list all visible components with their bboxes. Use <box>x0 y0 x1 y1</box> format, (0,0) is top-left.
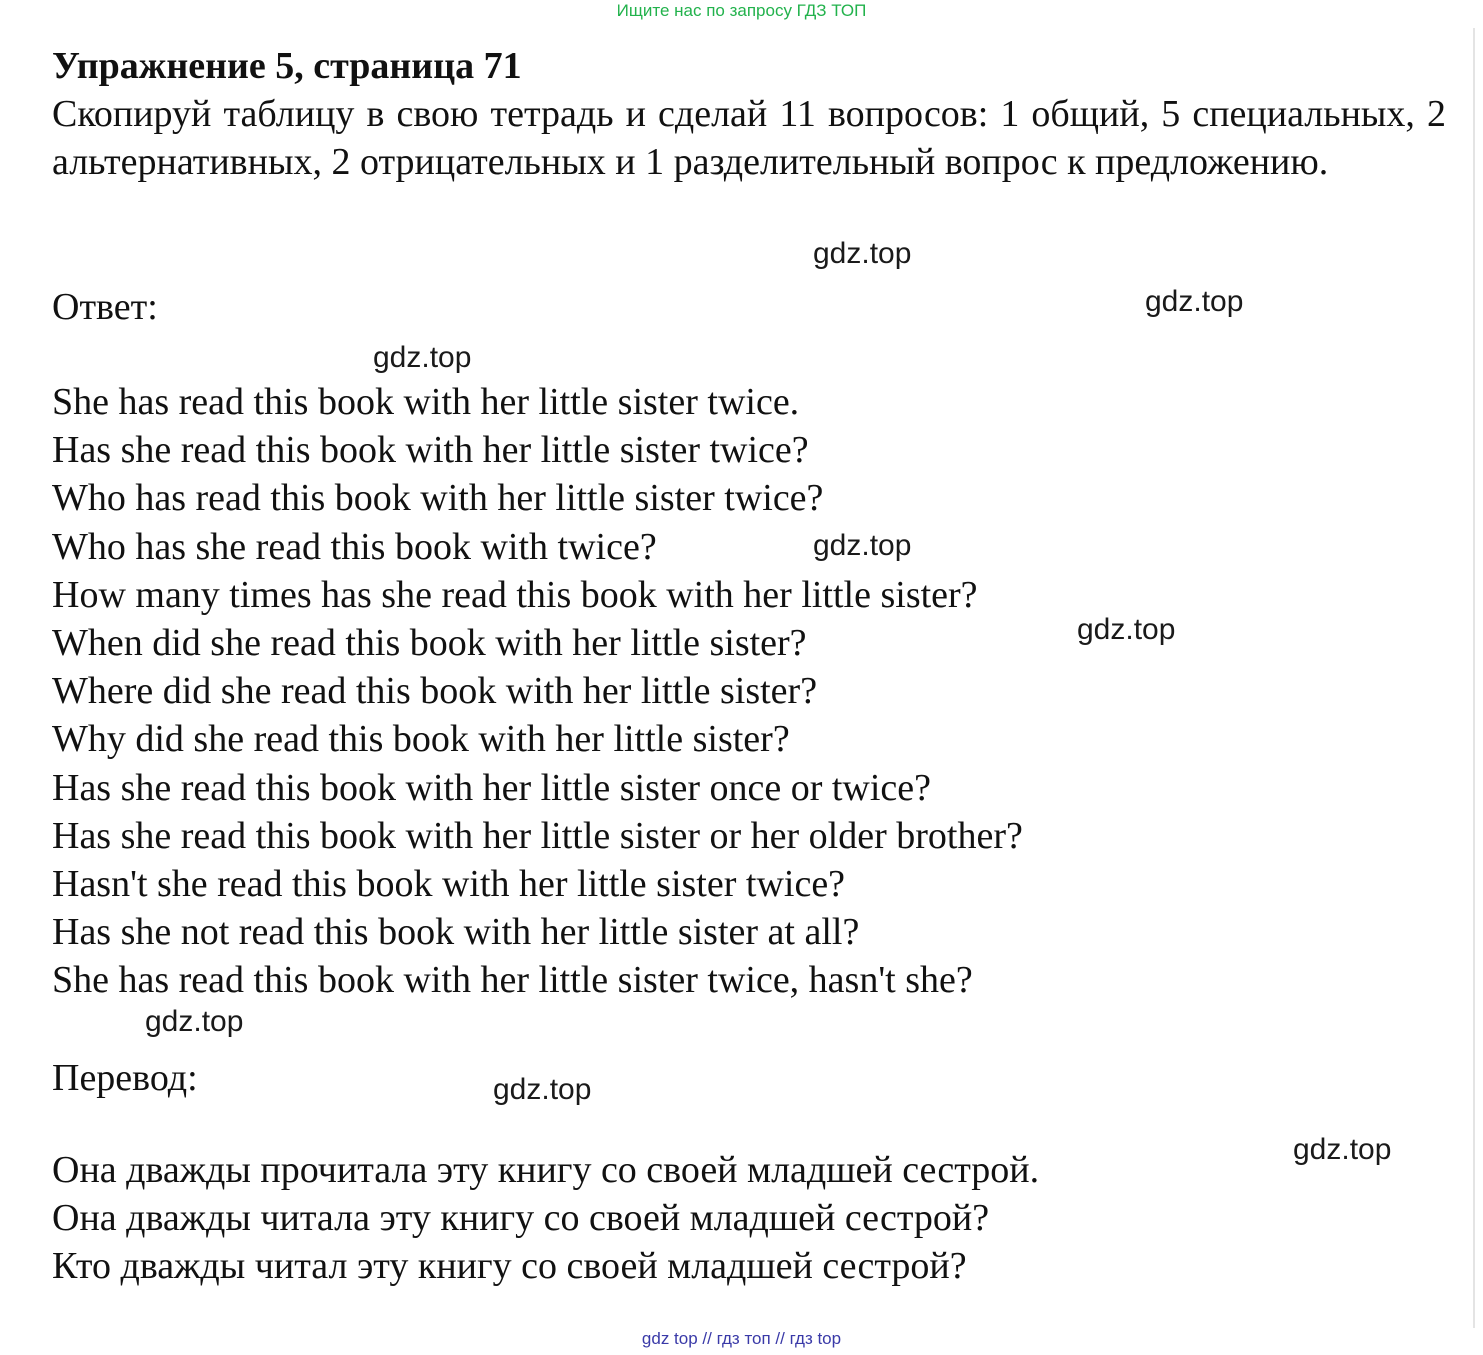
answer-line: Who has she read this book with twice? <box>52 525 657 568</box>
bottom-banner: gdz top // гдз топ // гдз top <box>641 1329 842 1348</box>
answer-line: She has read this book with her little sister twice. <box>52 381 800 423</box>
answer-line: Hasn't she read this book with her little sister twice? <box>52 863 846 906</box>
answer-line: Who has read this book with her little sister twice? <box>52 477 824 520</box>
watermark: gdz.top <box>1293 1133 1392 1166</box>
watermark: gdz.top <box>813 237 912 270</box>
answer-line: Has she not read this book with her little sister at all? <box>52 911 860 954</box>
answer-line: When did she read this book with her little sister? <box>52 622 807 665</box>
top-banner: Ищите нас по запросу ГДЗ ТОП <box>616 1 867 20</box>
translation-line: Она дважды прочитала эту книгу со своей младшей сестрой. <box>52 1149 1040 1191</box>
answer-list <box>52 378 1023 1005</box>
watermark: gdz.top <box>145 1005 244 1038</box>
watermark: gdz.top <box>1145 285 1244 318</box>
watermark: gdz.top <box>1077 613 1176 646</box>
answer-label: Ответ: <box>52 286 158 328</box>
translation-label: Перевод: <box>52 1057 198 1099</box>
page-edge-divider <box>1473 28 1475 1328</box>
answer-line: How many times has she read this book with her little sister? <box>52 573 978 616</box>
watermark: gdz.top <box>813 529 912 562</box>
translation-line: Она дважды читала эту книгу со своей младшей сестрой? <box>52 1197 990 1240</box>
exercise-title: Упражнение 5, страница 71 <box>52 45 522 87</box>
watermark: gdz.top <box>493 1073 592 1106</box>
answer-line: Why did she read this book with her little sister? <box>52 718 790 761</box>
answer-line: Has she read this book with her little sister once or twice? <box>52 766 932 809</box>
answer-line: Has she read this book with her little sister twice? <box>52 429 809 472</box>
translation-line: Кто дважды читал эту книгу со своей младшей сестрой? <box>52 1245 967 1288</box>
watermark: gdz.top <box>373 341 472 374</box>
answer-line: She has read this book with her little sister twice, hasn't she? <box>52 959 973 1002</box>
translation-list <box>52 1146 1039 1291</box>
task-text: Скопируй таблицу в свою тетрадь и сделай 11 вопросов: 1 общий, 5 специальных, 2 альтернативных, 2 отрицательных и 1 разделительный вопрос к предложению. <box>52 93 1446 183</box>
answer-line: Where did she read this book with her little sister? <box>52 670 818 713</box>
answer-line: Has she read this book with her little sister or her older brother? <box>52 814 1023 857</box>
